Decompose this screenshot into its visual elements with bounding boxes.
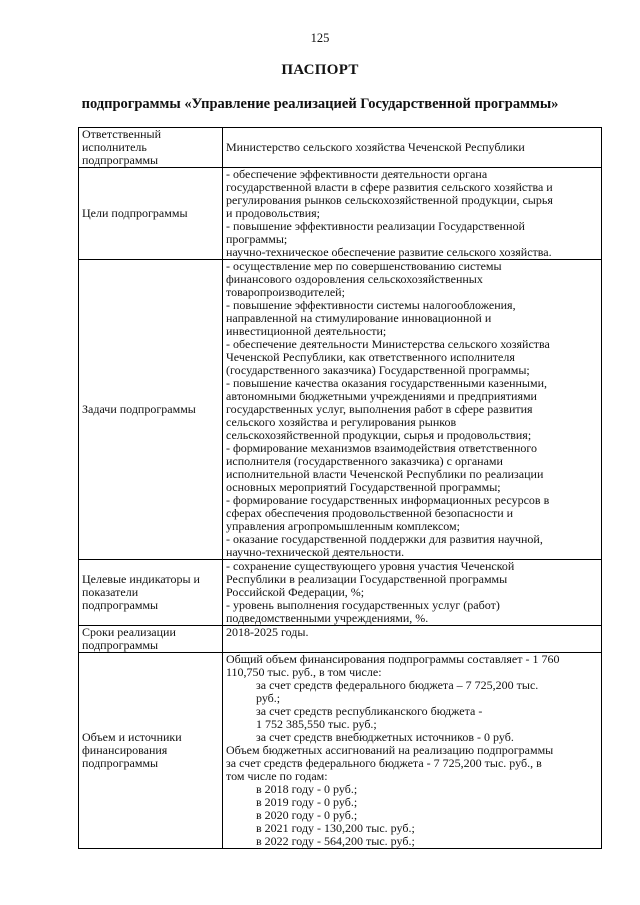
document-title: ПАСПОРТ (281, 62, 359, 78)
funding-label (79, 653, 223, 849)
cell-line: подпрограммы (82, 153, 159, 167)
row-tasks (79, 260, 602, 560)
executor-value (223, 128, 602, 168)
funding-line: за счет средств внебюджетных источников - 0 руб. (256, 730, 514, 744)
cell-line: (государственного заказчика) Государственной программы; (226, 363, 530, 377)
cell-line: направленной на стимулирование инновационной и (226, 311, 492, 325)
funding-value (223, 653, 602, 849)
cell-line: научно-технической деятельности. (226, 545, 405, 559)
funding-line: 1 752 385,550 тыс. руб.; (256, 717, 377, 731)
goals-label (79, 168, 223, 260)
funding-line: руб.; (256, 691, 281, 705)
cell-line: - формирование механизмов взаимодействия ответственного (226, 441, 538, 455)
funding-line: том числе по годам: (226, 769, 328, 783)
funding-line: за счет средств республиканского бюджета - (256, 704, 483, 718)
cell-line: и продовольствия; (226, 206, 321, 220)
cell-line: Сроки реализации (82, 625, 176, 639)
row-executor (79, 128, 602, 168)
cell-line: Российской Федерации, %; (226, 585, 365, 599)
cell-line: государственных услуг, выполнения работ в сфере развития (226, 402, 533, 416)
cell-line: финансового оздоровления сельскохозяйственных (226, 272, 483, 286)
goals-value (223, 168, 602, 260)
funding-line: Объем бюджетных ассигнований на реализацию подпрограммы (226, 743, 554, 757)
cell-line: 2018-2025 годы. (226, 625, 309, 639)
cell-line: подведомственными учреждениями, %. (226, 611, 429, 625)
cell-line: Объем и источники (82, 730, 182, 744)
cell-line: финансирования (82, 743, 168, 757)
indicators-label (79, 560, 223, 626)
funding-line: в 2018 году - 0 руб.; (256, 782, 358, 796)
cell-line: - сохранение существующего уровня участия Чеченской (226, 559, 515, 573)
cell-line: Министерство сельского хозяйства Чеченской Республики (226, 140, 525, 154)
cell-line: - повышение эффективности реализации Государственной (226, 219, 525, 233)
indicators-value (223, 560, 602, 626)
cell-line: Ответственный (82, 127, 162, 141)
cell-line: регулирования рынков сельскохозяйственной продукции, сырья (226, 193, 553, 207)
cell-line: - повышение качества оказания государственными казенными, (226, 376, 547, 390)
cell-line: научно-техническое обеспечение развитие сельского хозяйства. (226, 245, 552, 259)
cell-line: исполнитель (82, 140, 147, 154)
cell-line: сельскохозяйственной продукции, сырья и продовольствия; (226, 428, 532, 442)
funding-line: в 2019 году - 0 руб.; (256, 795, 358, 809)
row-goals (79, 168, 602, 260)
cell-line: подпрограммы (82, 598, 159, 612)
funding-line: за счет средств федерального бюджета - 7 725,200 тыс. руб., в (226, 756, 542, 770)
cell-line: Чеченской Республики, как ответственного исполнителя (226, 350, 515, 364)
cell-line: - обеспечение эффективности деятельности органа (226, 167, 488, 181)
funding-line: за счет средств федерального бюджета – 7 725,200 тыс. (256, 678, 539, 692)
cell-line: инвестиционной деятельности; (226, 324, 387, 338)
cell-line: - повышение эффективности системы налогообложения, (226, 298, 516, 312)
row-funding (79, 653, 602, 849)
funding-line: в 2021 году - 130,200 тыс. руб.; (256, 821, 415, 835)
cell-line: - оказание государственной поддержки для развития научной, (226, 532, 543, 546)
cell-line: программы; (226, 232, 288, 246)
row-indicators (79, 560, 602, 626)
tasks-label (79, 260, 223, 560)
cell-line: - обеспечение деятельности Министерства сельского хозяйства (226, 337, 550, 351)
cell-line: сельского хозяйства и регулирования рынков (226, 415, 457, 429)
executor-label (79, 128, 223, 168)
cell-line: Республики в реализации Государственной программы (226, 572, 508, 586)
cell-line: - осуществление мер по совершенствованию системы (226, 259, 502, 273)
terms-label (79, 626, 223, 653)
funding-line: в 2022 году - 564,200 тыс. руб.; (256, 834, 415, 848)
row-terms (79, 626, 602, 653)
terms-value (223, 626, 602, 653)
funding-line: в 2020 году - 0 руб.; (256, 808, 358, 822)
funding-line: 110,750 тыс. руб., в том числе: (226, 665, 382, 679)
cell-line: Цели подпрограммы (82, 206, 188, 220)
cell-line: управления агропромышленным комплексом; (226, 519, 460, 533)
funding-line: Общий объем финансирования подпрограммы составляет - 1 760 (226, 652, 560, 666)
page-number: 125 (310, 31, 330, 45)
cell-line: - формирование государственных информационных ресурсов в (226, 493, 550, 507)
cell-line: - уровень выполнения государственных услуг (работ) (226, 598, 500, 612)
cell-line: подпрограммы (82, 756, 159, 770)
passport-table (78, 127, 602, 849)
tasks-value (223, 260, 602, 560)
cell-line: автономными бюджетными учреждениями и предприятиями (226, 389, 537, 403)
cell-line: сферах обеспечения продовольственной безопасности и (226, 506, 514, 520)
cell-line: Задачи подпрограммы (82, 402, 196, 416)
cell-line: подпрограммы (82, 638, 159, 652)
cell-line: показатели (82, 585, 139, 599)
cell-line: исполнительной власти Чеченской Республики по реализации (226, 467, 544, 481)
cell-line: товаропроизводителей; (226, 285, 345, 299)
cell-line: государственной власти в сфере развития сельского хозяйства и (226, 180, 553, 194)
cell-line: основных мероприятий Государственной программы; (226, 480, 501, 494)
document-subtitle: подпрограммы «Управление реализацией Государственной программы» (81, 96, 559, 112)
cell-line: Целевые индикаторы и (82, 572, 200, 586)
cell-line: исполнителя (государственного заказчика) с органами (226, 454, 503, 468)
